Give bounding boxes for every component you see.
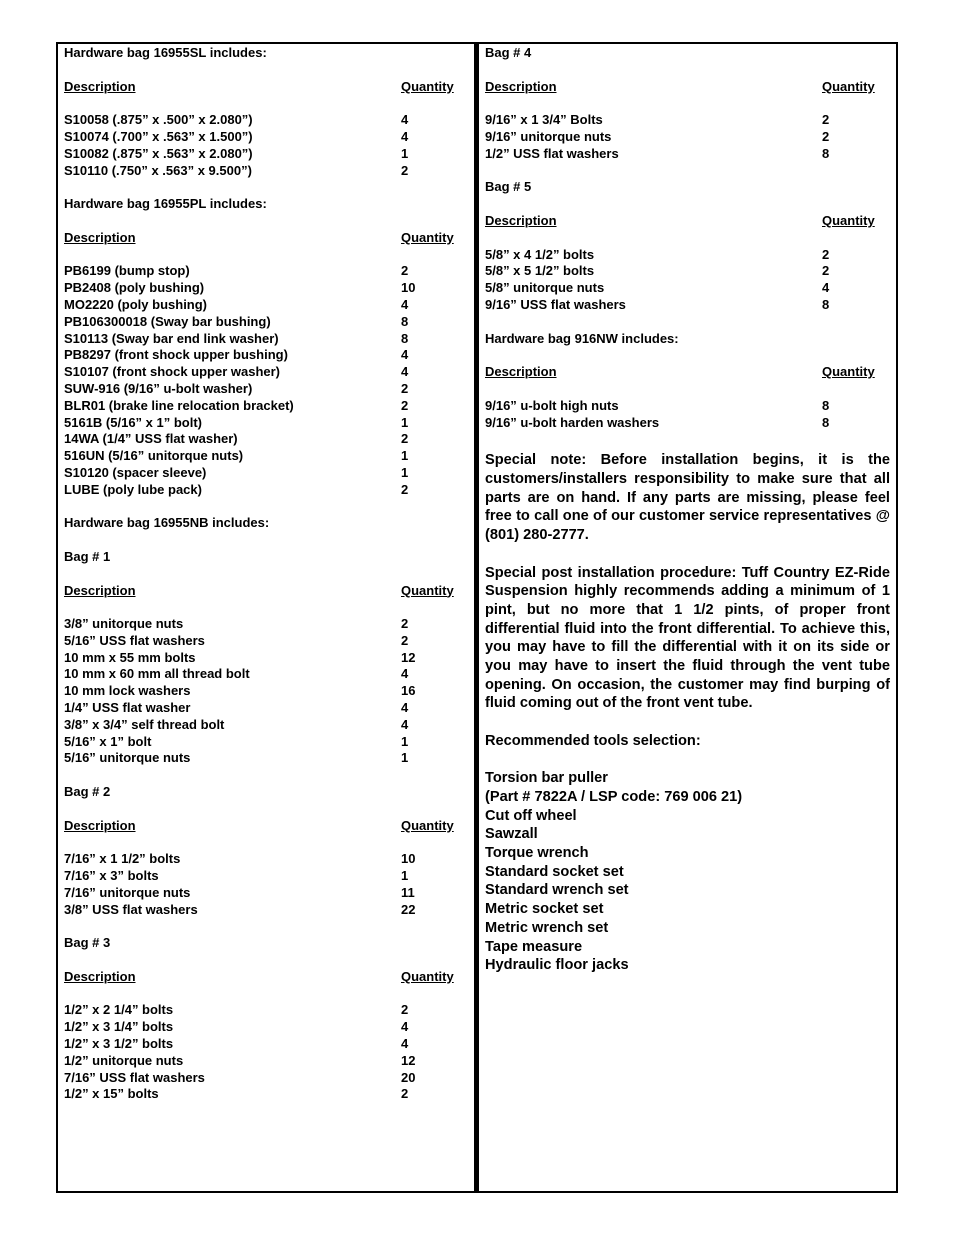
item-quantity: 16	[401, 683, 416, 699]
table-header	[64, 583, 460, 600]
item-description: 3/8” x 3/4” self thread bolt	[64, 716, 225, 732]
list-item	[485, 297, 890, 314]
item-list	[485, 112, 890, 162]
item-description: 1/2” USS flat washers	[485, 145, 619, 161]
item-description: 9/16” x 1 3/4” Bolts	[485, 112, 603, 128]
tool-item: Cut off wheel	[485, 807, 577, 824]
item-quantity: 4	[401, 296, 409, 312]
item-description: 1/2” x 3 1/2” bolts	[64, 1036, 174, 1052]
item-description: 3/8” unitorque nuts	[64, 616, 184, 632]
tool-item: Torsion bar puller	[485, 770, 608, 787]
right-column	[485, 45, 890, 975]
item-description: 9/16” u-bolt high nuts	[485, 397, 619, 413]
tool-item: Standard wrench set	[485, 882, 629, 899]
list-item	[64, 112, 460, 129]
list-item	[64, 331, 460, 348]
item-description: 5/8” x 5 1/2” bolts	[485, 263, 595, 279]
quantity-header: Quantity	[401, 582, 454, 598]
list-item	[64, 163, 460, 180]
list-item	[64, 448, 460, 465]
item-quantity: 12	[401, 649, 416, 665]
section-title: Hardware bag 916NW includes:	[485, 330, 679, 346]
list-item	[485, 247, 890, 264]
table-header	[64, 969, 460, 986]
item-description: PB106300018 (Sway bar bushing)	[64, 313, 271, 329]
left-column	[64, 45, 460, 1103]
item-description: S10074 (.700” x .563” x 1.500”)	[64, 128, 253, 144]
list-item	[485, 398, 890, 415]
item-quantity: 2	[822, 128, 830, 144]
item-list	[64, 616, 460, 767]
list-item	[64, 415, 460, 432]
description-header: Description	[64, 78, 136, 94]
description-header: Description	[64, 968, 136, 984]
item-quantity: 10	[401, 851, 416, 867]
list-item	[64, 1036, 460, 1053]
item-description: 516UN (5/16” unitorque nuts)	[64, 448, 244, 464]
item-description: 9/16” u-bolt harden washers	[485, 414, 660, 430]
description-header: Description	[64, 229, 136, 245]
list-item	[64, 398, 460, 415]
list-item	[64, 297, 460, 314]
description-header: Description	[64, 817, 136, 833]
tool-item: Sawzall	[485, 826, 538, 843]
item-quantity: 2	[401, 1086, 409, 1102]
special-note: Special note: Before installation begins, it is the customers/installers responsibility to make sure that all parts are on hand. If any parts are missing, please feel free to call one of our customer service representatives @ (801) 280-2777.	[485, 452, 890, 544]
list-item	[64, 364, 460, 381]
item-description: 5/16” USS flat washers	[64, 632, 205, 648]
item-description: PB8297 (front shock upper bushing)	[64, 347, 288, 363]
item-description: S10107 (front shock upper washer)	[64, 364, 281, 380]
item-quantity: 4	[822, 280, 830, 296]
item-description: 5161B (5/16” x 1” bolt)	[64, 414, 202, 430]
tool-item: Hydraulic floor jacks	[485, 957, 629, 974]
list-item	[64, 1086, 460, 1103]
description-header: Description	[485, 212, 557, 228]
item-quantity: 2	[401, 616, 409, 632]
item-list	[485, 398, 890, 432]
description-header: Description	[485, 78, 557, 94]
quantity-header: Quantity	[401, 78, 454, 94]
item-quantity: 4	[401, 347, 409, 363]
item-quantity: 2	[401, 632, 409, 648]
item-description: LUBE (poly lube pack)	[64, 481, 202, 497]
item-quantity: 2	[401, 162, 409, 178]
description-header: Description	[485, 364, 557, 380]
list-item	[64, 734, 460, 751]
item-quantity: 1	[401, 733, 409, 749]
item-description: 5/8” x 4 1/2” bolts	[485, 246, 595, 262]
tool-item: Metric socket set	[485, 901, 604, 918]
item-list	[64, 263, 460, 498]
item-quantity: 2	[401, 397, 409, 413]
list-item	[64, 666, 460, 683]
item-quantity: 4	[401, 1019, 409, 1035]
item-quantity: 8	[401, 313, 409, 329]
item-description: 10 mm x 55 mm bolts	[64, 649, 196, 665]
list-item	[64, 381, 460, 398]
list-item	[64, 431, 460, 448]
item-quantity: 2	[822, 263, 830, 279]
item-description: SUW-916 (9/16” u-bolt washer)	[64, 380, 253, 396]
list-item	[64, 465, 460, 482]
list-item	[485, 263, 890, 280]
list-item	[485, 280, 890, 297]
item-quantity: 11	[401, 884, 415, 900]
list-item	[64, 347, 460, 364]
item-quantity: 4	[401, 1036, 409, 1052]
item-quantity: 8	[401, 330, 409, 346]
item-quantity: 1	[401, 868, 409, 884]
item-description: 5/8” unitorque nuts	[485, 280, 605, 296]
item-quantity: 12	[401, 1052, 416, 1068]
item-quantity: 1	[401, 448, 409, 464]
item-description: PB2408 (poly bushing)	[64, 280, 205, 296]
bag-title: Bag # 5	[485, 179, 532, 195]
table-header	[485, 79, 890, 96]
section-title: Hardware bag 16955SL includes:	[64, 45, 267, 60]
list-item	[485, 129, 890, 146]
item-description: 7/16” USS flat washers	[64, 1069, 205, 1085]
item-quantity: 2	[401, 481, 409, 497]
list-item	[64, 717, 460, 734]
item-description: 1/2” x 15” bolts	[64, 1086, 159, 1102]
item-quantity: 2	[401, 1002, 409, 1018]
item-description: 1/2” x 3 1/4” bolts	[64, 1019, 174, 1035]
item-description: S10113 (Sway bar end link washer)	[64, 330, 279, 346]
list-item	[64, 1002, 460, 1019]
list-item	[64, 750, 460, 767]
item-description: S10110 (.750” x .563” x 9.500”)	[64, 162, 252, 178]
list-item	[64, 129, 460, 146]
item-quantity: 2	[822, 246, 830, 262]
tool-item: Metric wrench set	[485, 919, 609, 936]
item-quantity: 2	[822, 112, 830, 128]
quantity-header: Quantity	[822, 78, 875, 94]
item-quantity: 2	[401, 263, 409, 279]
item-description: 9/16” unitorque nuts	[485, 128, 612, 144]
list-item	[64, 280, 460, 297]
item-quantity: 4	[401, 364, 409, 380]
item-quantity: 1	[401, 750, 409, 766]
item-quantity: 4	[401, 666, 409, 682]
item-quantity: 2	[401, 431, 409, 447]
section-title: Hardware bag 16955PL includes:	[64, 196, 267, 212]
post-installation-note: Special post installation procedure: Tuff Country EZ-Ride Suspension highly recommends adding a minimum of 1 pint, but no more that 1 1/2 pints, of proper front differential fluid into the front differential. To achieve this, you may have to fill the differential with it on its side or you may have to insert the fluid through the vent tube opening. On occasion, the customer may find burping of fluid coming out of the front vent tube.	[485, 564, 890, 712]
item-quantity: 22	[401, 901, 416, 917]
list-item	[485, 112, 890, 129]
table-header	[64, 818, 460, 835]
item-quantity: 4	[401, 700, 409, 716]
list-item	[64, 868, 460, 885]
tool-item: Tape measure	[485, 938, 583, 955]
item-description: S10120 (spacer sleeve)	[64, 464, 207, 480]
quantity-header: Quantity	[822, 364, 875, 380]
item-description: 7/16” x 1 1/2” bolts	[64, 851, 181, 867]
list-item	[64, 700, 460, 717]
section-title: Hardware bag 16955NB includes:	[64, 515, 270, 531]
quantity-header: Quantity	[401, 968, 454, 984]
table-header	[485, 213, 890, 230]
list-item	[64, 633, 460, 650]
item-description: 1/4” USS flat washer	[64, 700, 191, 716]
list-item	[64, 1019, 460, 1036]
item-description: 3/8” USS flat washers	[64, 901, 198, 917]
item-description: 14WA (1/4” USS flat washer)	[64, 431, 238, 447]
item-quantity: 1	[401, 464, 409, 480]
quantity-header: Quantity	[401, 817, 454, 833]
list-item	[485, 415, 890, 432]
tool-item: Standard socket set	[485, 863, 624, 880]
table-header	[485, 364, 890, 381]
list-item	[64, 902, 460, 919]
list-item	[64, 650, 460, 667]
quantity-header: Quantity	[401, 229, 454, 245]
tool-item: Torque wrench	[485, 845, 589, 862]
item-description: 5/16” x 1” bolt	[64, 733, 152, 749]
tools-title: Recommended tools selection:	[485, 732, 701, 749]
item-quantity: 8	[822, 414, 830, 430]
item-quantity: 8	[822, 296, 830, 312]
bag-title: Bag # 2	[64, 784, 111, 800]
item-description: 9/16” USS flat washers	[485, 296, 626, 312]
bag-title: Bag # 3	[64, 935, 111, 951]
list-item	[64, 683, 460, 700]
list-item	[64, 146, 460, 163]
item-description: 7/16” x 3” bolts	[64, 868, 159, 884]
item-description: 5/16” unitorque nuts	[64, 750, 191, 766]
item-description: MO2220 (poly bushing)	[64, 296, 208, 312]
item-quantity: 8	[822, 397, 830, 413]
list-item	[64, 263, 460, 280]
bag-title: Bag # 4	[485, 45, 532, 60]
column-divider	[474, 42, 479, 1193]
item-quantity: 2	[401, 380, 409, 396]
item-description: 1/2” x 2 1/4” bolts	[64, 1002, 174, 1018]
item-quantity: 8	[822, 145, 830, 161]
quantity-header: Quantity	[822, 212, 875, 228]
item-description: S10082 (.875” x .563” x 2.080”)	[64, 145, 253, 161]
tools-list	[485, 769, 890, 975]
list-item	[64, 885, 460, 902]
item-description: 1/2” unitorque nuts	[64, 1052, 184, 1068]
item-description: S10058 (.875” x .500” x 2.080”)	[64, 112, 253, 128]
item-description: 10 mm x 60 mm all thread bolt	[64, 666, 250, 682]
item-description: PB6199 (bump stop)	[64, 263, 190, 279]
item-list	[64, 112, 460, 179]
list-item	[64, 851, 460, 868]
item-quantity: 4	[401, 128, 409, 144]
tool-item: (Part # 7822A / LSP code: 769 006 21)	[485, 788, 743, 805]
item-description: 10 mm lock washers	[64, 683, 191, 699]
item-quantity: 20	[401, 1069, 416, 1085]
item-quantity: 1	[401, 414, 409, 430]
item-list	[64, 851, 460, 918]
bag-title: Bag # 1	[64, 548, 111, 564]
item-quantity: 10	[401, 280, 416, 296]
item-quantity: 4	[401, 112, 409, 128]
list-item	[64, 482, 460, 499]
list-item	[64, 616, 460, 633]
item-quantity: 1	[401, 145, 409, 161]
list-item	[64, 314, 460, 331]
item-list	[485, 247, 890, 314]
list-item	[64, 1053, 460, 1070]
description-header: Description	[64, 582, 136, 598]
table-header	[64, 79, 460, 96]
item-description: BLR01 (brake line relocation bracket)	[64, 397, 294, 413]
list-item	[485, 146, 890, 163]
item-list	[64, 1002, 460, 1103]
list-item	[64, 1070, 460, 1087]
table-header	[64, 230, 460, 247]
item-quantity: 4	[401, 716, 409, 732]
item-description: 7/16” unitorque nuts	[64, 884, 191, 900]
